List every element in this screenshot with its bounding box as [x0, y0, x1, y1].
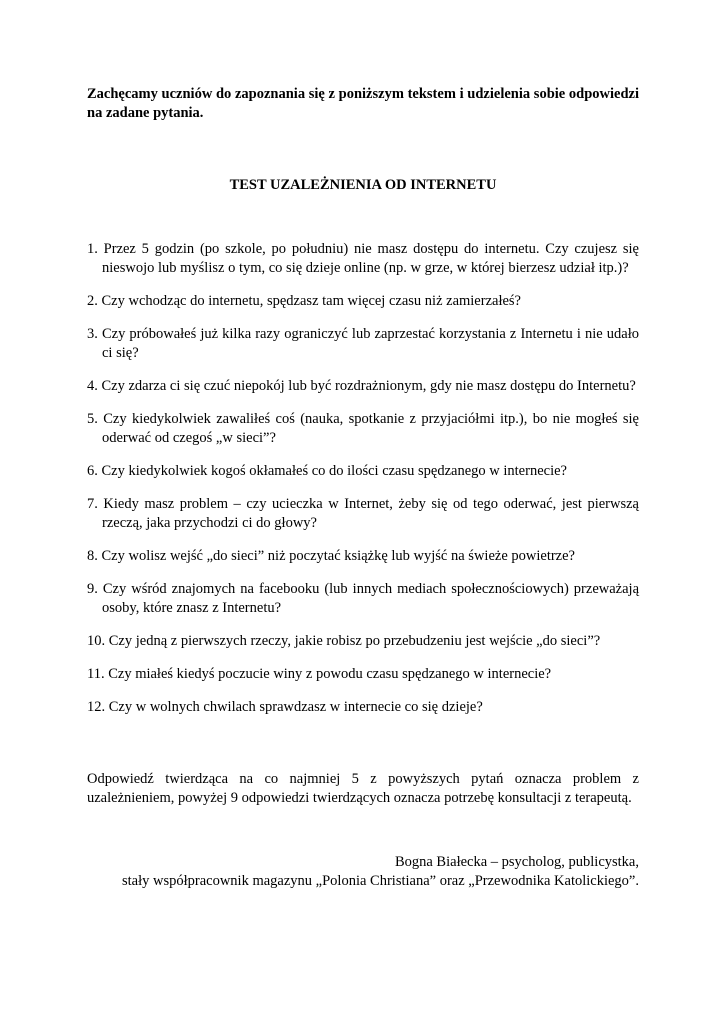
intro-paragraph: Zachęcamy uczniów do zapoznania się z poniższym tekstem i udzielenia sobie odpowiedzi na zadane pytania. [87, 86, 639, 121]
question-item: 9. Czy wśród znajomych na facebooku (lub innych mediach społecznościowych) przeważają osoby, które znasz z Internetu? [87, 581, 639, 616]
page-title: TEST UZALEŻNIENIA OD INTERNETU [229, 177, 497, 193]
question-list [87, 240, 639, 717]
question-item: 7. Kiedy masz problem – czy ucieczka w Internet, żeby się od tego oderwać, jest pierwszą rzeczą, jaka przychodzi ci do głowy? [87, 496, 639, 531]
question-item: 1. Przez 5 godzin (po szkole, po południu) nie masz dostępu do internetu. Czy czujesz się nieswojo lub myślisz o tym, co się dzieje online (np. w grze, w której bierzesz udział itp.)? [87, 241, 639, 276]
question-item: 12. Czy w wolnych chwilach sprawdzasz w internecie co się dzieje? [87, 699, 483, 715]
conclusion-paragraph: Odpowiedź twierdząca na co najmniej 5 z powyższych pytań oznacza problem z uzależnieniem, powyżej 9 odpowiedzi twierdzących oznacza potrzebę konsultacji z terapeutą. [87, 771, 639, 806]
question-item: 4. Czy zdarza ci się czuć niepokój lub być rozdrażnionym, gdy nie masz dostępu do Internetu? [87, 378, 636, 394]
signature-block [87, 853, 639, 891]
signature-affiliation: stały współpracownik magazynu „Polonia Christiana” oraz „Przewodnika Katolickiego”. [121, 873, 639, 889]
question-item: 8. Czy wolisz wejść „do sieci” niż poczytać książkę lub wyjść na świeże powietrze? [87, 548, 575, 564]
question-item: 2. Czy wchodząc do internetu, spędzasz tam więcej czasu niż zamierzałeś? [87, 293, 521, 309]
question-item: 6. Czy kiedykolwiek kogoś okłamałeś co do ilości czasu spędzanego w internecie? [87, 463, 567, 479]
document-body [87, 85, 639, 891]
signature-author: Bogna Białecka – psycholog, publicystka, [394, 854, 639, 870]
question-item: 10. Czy jedną z pierwszych rzeczy, jakie robisz po przebudzeniu jest wejście „do sieci”? [87, 633, 601, 649]
question-item: 5. Czy kiedykolwiek zawaliłeś coś (nauka, spotkanie z przyjaciółmi itp.), bo nie mogłeś się oderwać od czegoś „w sieci”? [87, 411, 639, 446]
question-item: 11. Czy miałeś kiedyś poczucie winy z powodu czasu spędzanego w internecie? [87, 666, 552, 682]
question-item: 3. Czy próbowałeś już kilka razy ograniczyć lub zaprzestać korzystania z Internetu i nie udało ci się? [87, 326, 639, 361]
